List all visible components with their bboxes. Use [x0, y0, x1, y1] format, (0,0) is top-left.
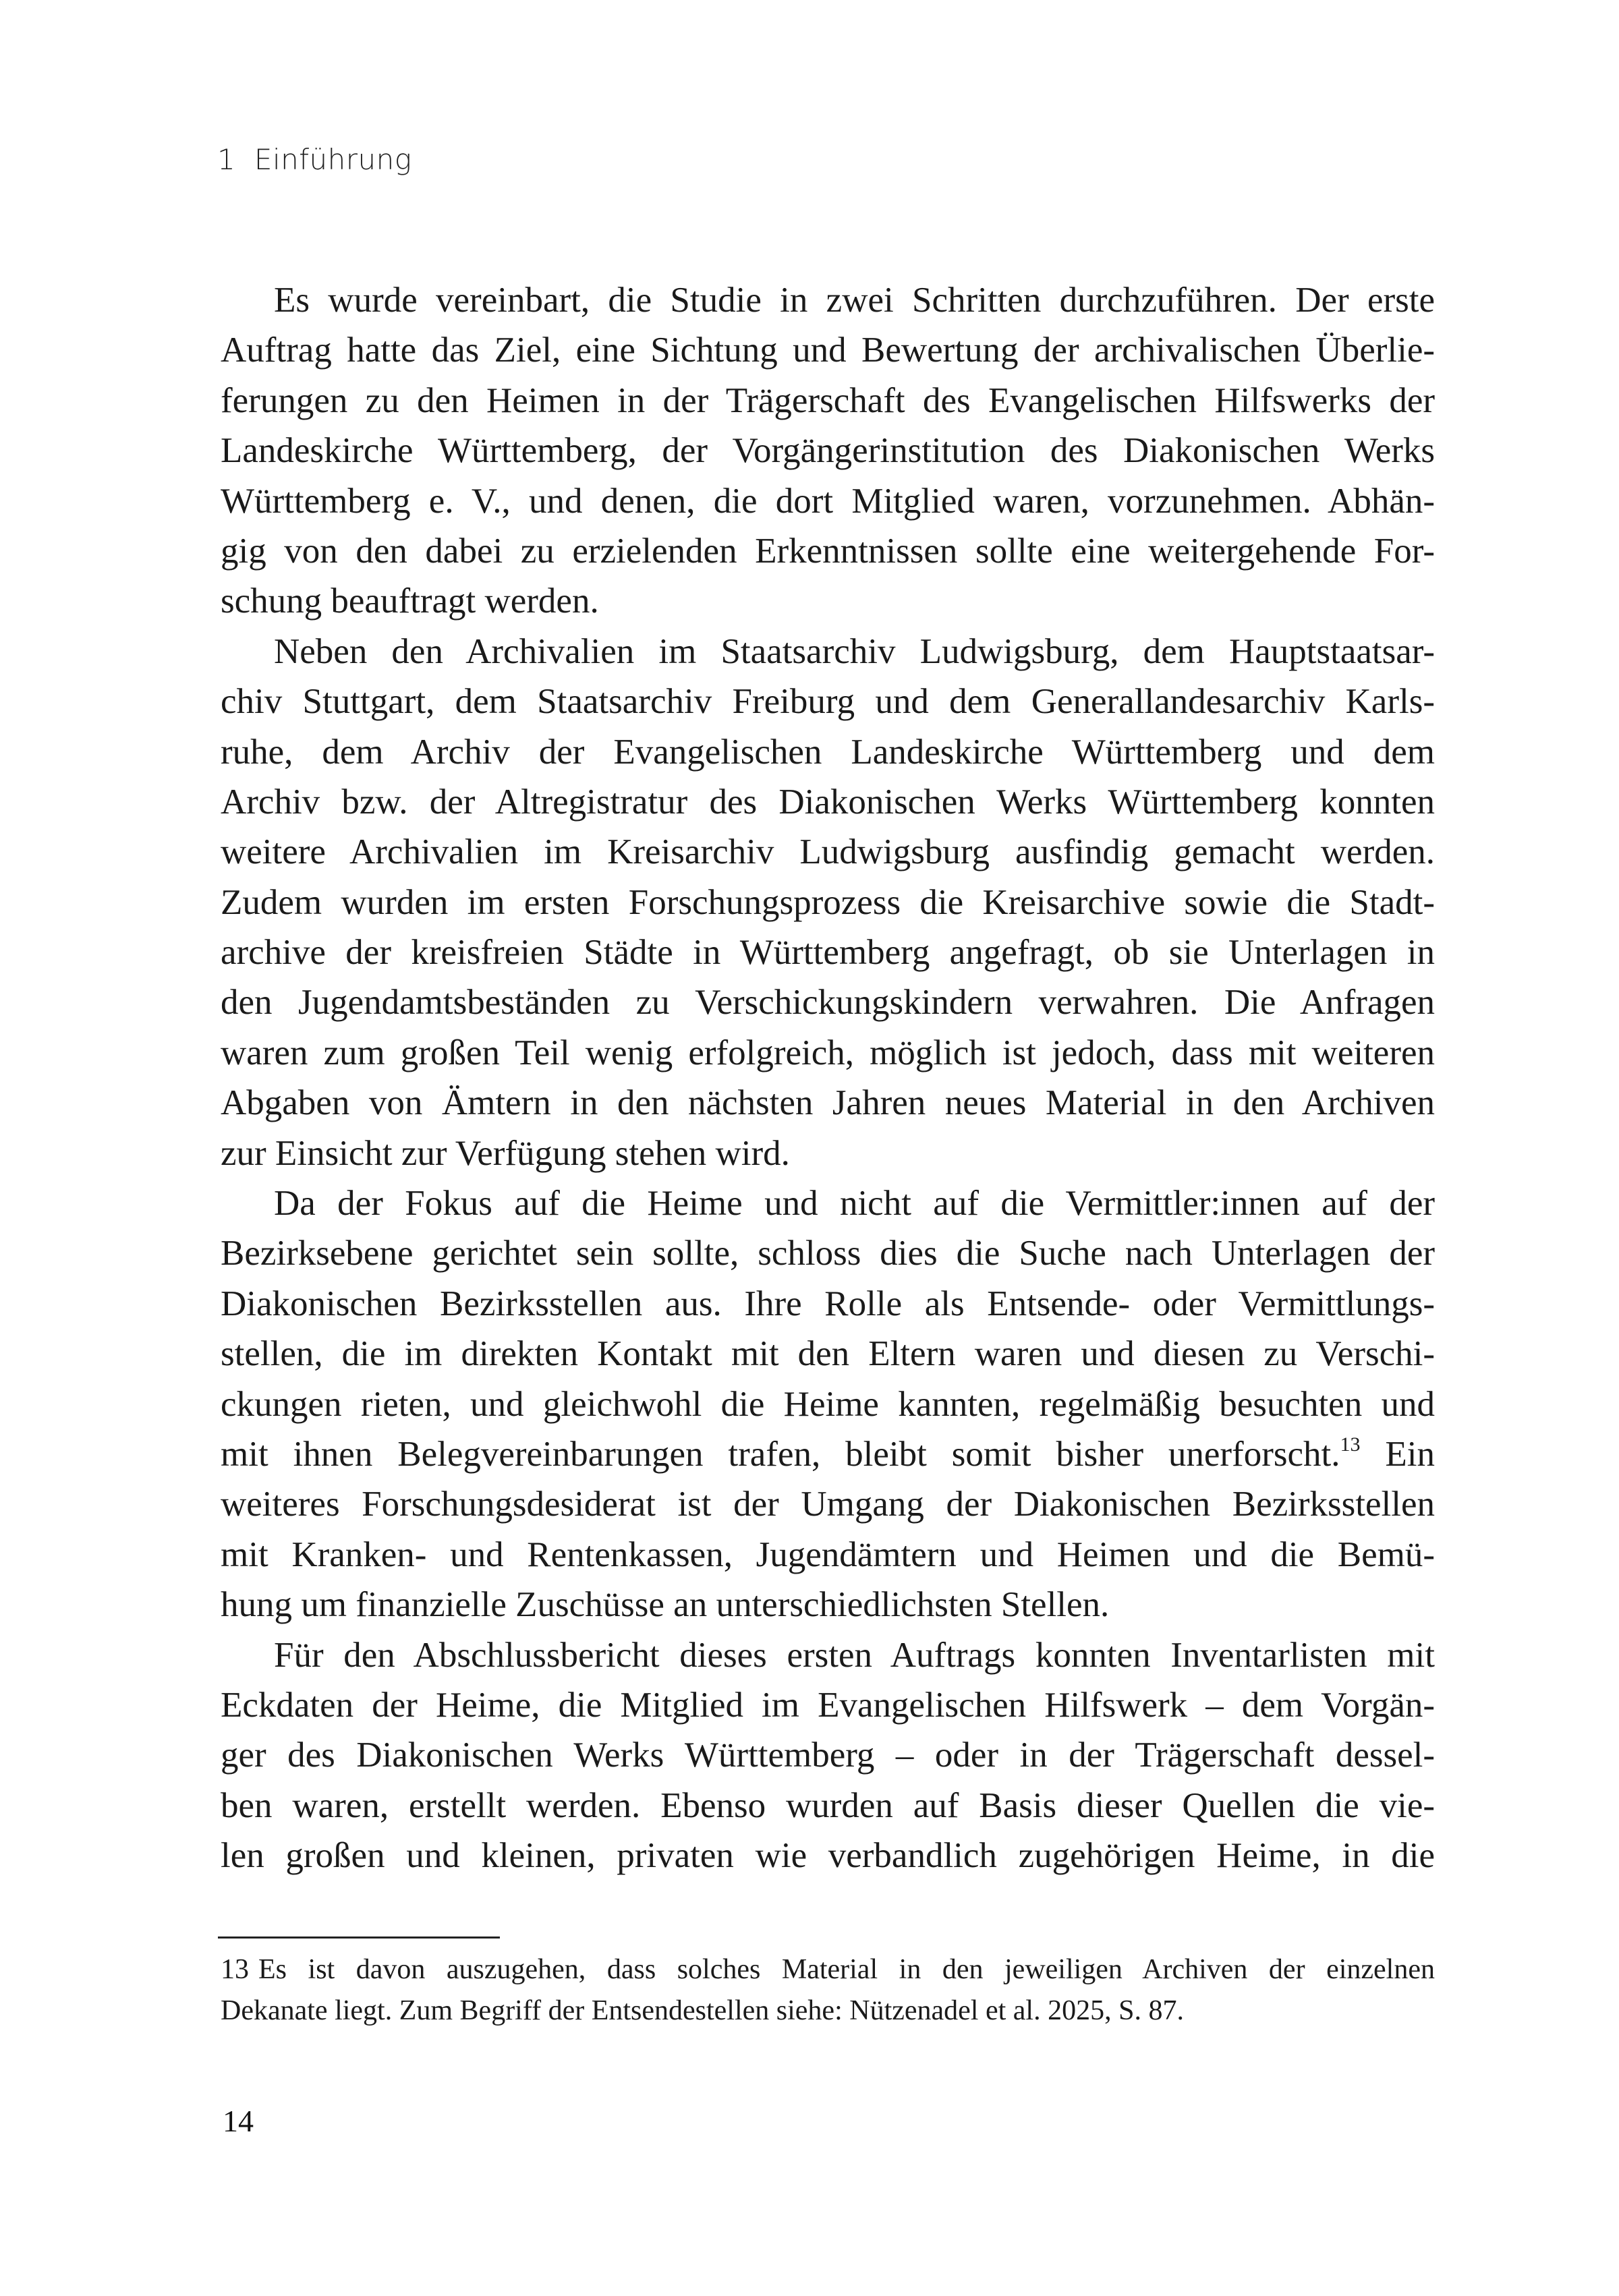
text-line: waren zum großen Teil wenig erfolgreich, möglich ist jedoch, dass mit weiteren: [221, 1033, 1435, 1072]
paragraph: [221, 627, 1435, 1178]
text-line-with-footnote: [221, 1429, 1435, 1479]
text-line: Eckdaten der Heime, die Mitglied im Evangelischen Hilfswerk – dem Vorgän-: [221, 1685, 1435, 1725]
text-segment: mit ihnen Belegvereinbarungen trafen, bleibt somit bisher unerforscht.: [221, 1434, 1340, 1474]
text-line: Abgaben von Ämtern in den nächsten Jahren neues Material in den Archiven: [221, 1083, 1435, 1123]
text-line: Württemberg e. V., und denen, die dort Mitglied waren, vorzunehmen. Abhän-: [221, 481, 1435, 521]
text-line: ckungen rieten, und gleichwohl die Heime kannten, regelmäßig besuchten und: [221, 1384, 1435, 1424]
footnote-separator: [218, 1936, 500, 1939]
text-line: schung beauftragt werden.: [221, 581, 599, 621]
text-line: mit Kranken- und Rentenkassen, Jugendämtern und Heimen und die Bemü-: [221, 1534, 1435, 1574]
paragraph: [221, 1630, 1435, 1881]
text-line: den Jugendamtsbeständen zu Verschickungskindern verwahren. Die Anfragen: [221, 983, 1435, 1023]
text-line: ferungen zu den Heimen in der Trägerschaft des Evangelischen Hilfswerks der: [221, 380, 1435, 420]
text-line: len großen und kleinen, privaten wie verbandlich zugehörigen Heime, in die: [221, 1836, 1435, 1876]
running-head: 1 Einführung: [217, 143, 412, 176]
text-line: ger des Diakonischen Werks Württemberg – oder in der Trägerschaft dessel-: [221, 1735, 1435, 1775]
text-line: Diakonischen Bezirksstellen aus. Ihre Rolle als Entsende- oder Vermittlungs-: [221, 1284, 1435, 1323]
page-number: 14: [223, 2104, 254, 2138]
footnote-line: Dekanate liegt. Zum Begriff der Entsendestellen siehe: Nützenadel et al. 2025, S. 87.: [221, 1995, 1184, 2026]
text-line: weiteres Forschungsdesiderat ist der Umgang der Diakonischen Bezirksstellen: [221, 1485, 1435, 1524]
text-line: chiv Stuttgart, dem Staatsarchiv Freiburg und dem Generallandesarchiv Karls-: [221, 682, 1435, 722]
text-line: Zudem wurden im ersten Forschungsprozess die Kreisarchive sowie die Stadt-: [221, 882, 1435, 922]
footnote-line: [221, 1949, 1435, 1990]
text-line: hung um finanzielle Zuschüsse an unterschiedlichsten Stellen.: [221, 1585, 1110, 1625]
text-line: archive der kreisfreien Städte in Württemberg angefragt, ob sie Unterlagen in: [221, 933, 1435, 973]
text-line: gig von den dabei zu erzielenden Erkenntnissen sollte eine weitergehende For-: [221, 531, 1435, 571]
text-line: Es wurde vereinbart, die Studie in zwei Schritten durchzuführen. Der erste: [274, 281, 1435, 320]
text-line: Da der Fokus auf die Heime und nicht auf die Vermittler:innen auf der: [274, 1184, 1435, 1224]
text-line: Auftrag hatte das Ziel, eine Sichtung und Bewertung der archivalischen Überlie-: [221, 331, 1435, 370]
text-line: Bezirksebene gerichtet sein sollte, schloss dies die Suche nach Unterlagen der: [221, 1234, 1435, 1273]
body-text: [221, 275, 1435, 1881]
text-line: ben waren, erstellt werden. Ebenso wurden auf Basis dieser Quellen die vie-: [221, 1785, 1435, 1825]
paragraph: [221, 275, 1435, 627]
text-segment: Ein: [1360, 1434, 1435, 1474]
footnote: [221, 1949, 1435, 2032]
text-line: Für den Abschlussbericht dieses ersten Auftrags konnten Inventarlisten mit: [274, 1635, 1435, 1675]
text-line: Landeskirche Württemberg, der Vorgängerinstitution des Diakonischen Werks: [221, 431, 1435, 471]
text-line: stellen, die im direkten Kontakt mit den Eltern waren und diesen zu Verschi-: [221, 1334, 1435, 1374]
text-line: Neben den Archivalien im Staatsarchiv Ludwigsburg, dem Hauptstaatsar-: [274, 631, 1435, 671]
text-line: weitere Archivalien im Kreisarchiv Ludwigsburg ausfindig gemacht werden.: [221, 832, 1435, 872]
footnote-number: 13: [221, 1954, 249, 1985]
text-line: ruhe, dem Archiv der Evangelischen Landeskirche Württemberg und dem: [221, 732, 1435, 772]
text-line: Archiv bzw. der Altregistratur des Diakonischen Werks Württemberg konnten: [221, 782, 1435, 822]
footnote-text: Es ist davon auszugehen, dass solches Material in den jeweiligen Archiven der einzelnen: [258, 1954, 1435, 1985]
text-line: zur Einsicht zur Verfügung stehen wird.: [221, 1133, 790, 1173]
footnote-reference[interactable]: 13: [1340, 1433, 1361, 1456]
paragraph: [221, 1178, 1435, 1630]
